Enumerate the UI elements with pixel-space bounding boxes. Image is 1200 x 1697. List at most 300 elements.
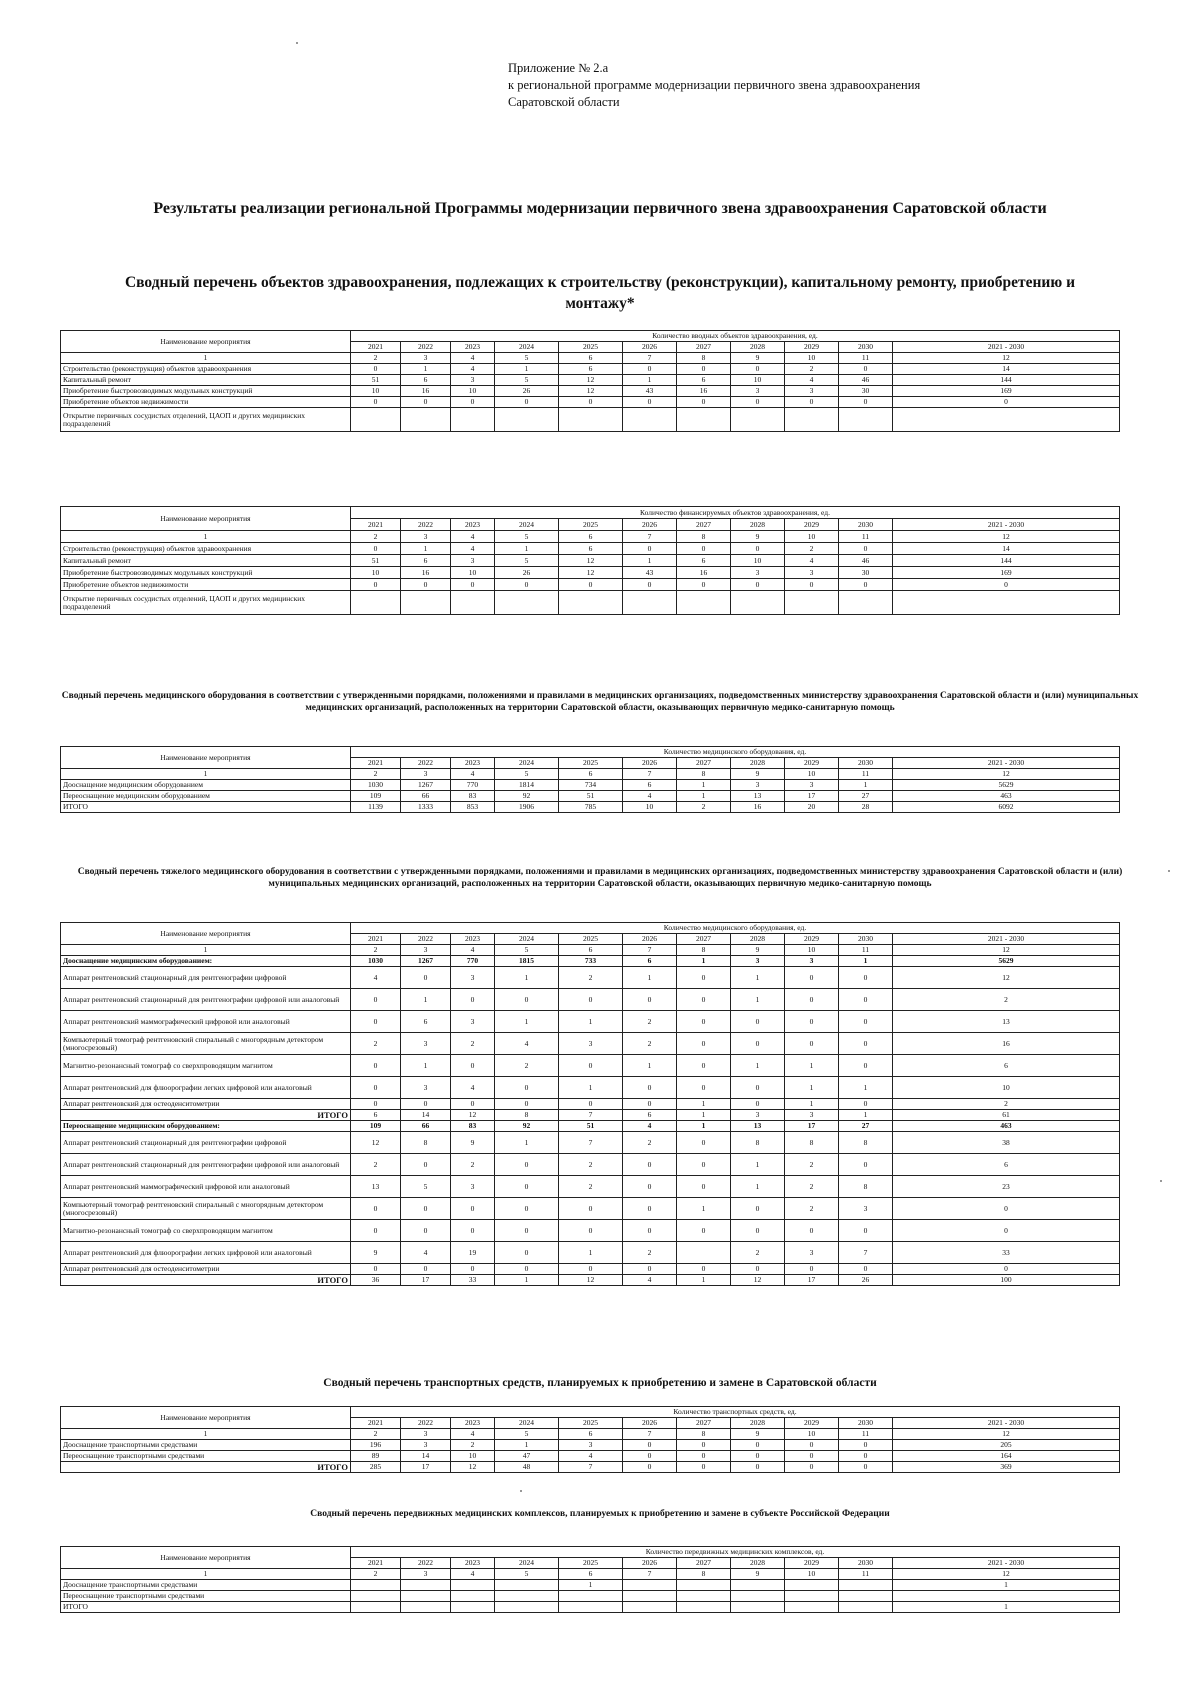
column-number: 12 <box>893 1569 1120 1580</box>
row-label: Аппарат рентгеновский для флюорографии легких цифровой или аналоговый <box>61 1077 351 1099</box>
table-row <box>61 1176 1120 1198</box>
value-cell: 0 <box>839 1264 893 1275</box>
quantity-group-header: Количество транспортных средств, ед. <box>351 1407 1120 1418</box>
value-cell: 43 <box>623 567 677 579</box>
column-number: 8 <box>677 769 731 780</box>
value-cell: 2 <box>785 1176 839 1198</box>
name-column-header: Наименование мероприятия <box>61 923 351 945</box>
value-cell: 8 <box>839 1132 893 1154</box>
year-header: 2029 <box>785 934 839 945</box>
value-cell <box>401 408 451 432</box>
value-cell <box>839 591 893 615</box>
year-header: 2023 <box>451 519 495 531</box>
value-cell: 0 <box>893 397 1120 408</box>
value-cell: 734 <box>559 780 623 791</box>
name-column-header: Наименование мероприятия <box>61 1547 351 1569</box>
value-cell <box>785 1602 839 1613</box>
value-cell: 1 <box>731 1176 785 1198</box>
row-label: Приобретение быстровозводимых модульных конструкций <box>61 567 351 579</box>
year-header: 2021 - 2030 <box>893 934 1120 945</box>
column-number: 2 <box>351 769 401 780</box>
value-cell: 1906 <box>495 802 559 813</box>
value-cell: 0 <box>495 1154 559 1176</box>
value-cell <box>677 1580 731 1591</box>
scan-speck <box>1168 870 1170 872</box>
year-header: 2028 <box>731 758 785 769</box>
value-cell: 1 <box>677 1198 731 1220</box>
value-cell: 2 <box>785 1198 839 1220</box>
section-title-transport: Сводный перечень транспортных средств, планируемых к приобретению и замене в Саратовской области <box>323 1377 877 1389</box>
row-label: Открытие первичных сосудистых отделений, ЦАОП и других медицинских подразделений <box>61 591 351 615</box>
column-number: 4 <box>451 769 495 780</box>
table-row <box>61 802 1120 813</box>
appendix-block <box>508 60 920 111</box>
value-cell: 8 <box>839 1176 893 1198</box>
value-cell: 0 <box>839 967 893 989</box>
column-number: 3 <box>401 769 451 780</box>
value-cell: 0 <box>495 989 559 1011</box>
value-cell: 6 <box>677 555 731 567</box>
value-cell: 0 <box>677 1462 731 1473</box>
column-number: 1 <box>61 1429 351 1440</box>
value-cell: 16 <box>677 386 731 397</box>
value-cell <box>351 591 401 615</box>
value-cell: 1 <box>401 543 451 555</box>
value-cell: 0 <box>785 1264 839 1275</box>
column-number: 12 <box>893 945 1120 956</box>
year-header: 2025 <box>559 758 623 769</box>
value-cell: 0 <box>731 1451 785 1462</box>
appendix-region: Саратовской области <box>508 95 620 109</box>
row-label: Переоснащение медицинским оборудованием: <box>61 1121 351 1132</box>
value-cell: 0 <box>731 1033 785 1055</box>
value-cell: 205 <box>893 1440 1120 1451</box>
year-header: 2025 <box>559 934 623 945</box>
value-cell: 0 <box>731 397 785 408</box>
year-header: 2030 <box>839 934 893 945</box>
value-cell: 0 <box>495 1198 559 1220</box>
value-cell: 109 <box>351 791 401 802</box>
value-cell: 0 <box>677 364 731 375</box>
column-number: 1 <box>61 769 351 780</box>
value-cell: 0 <box>893 1264 1120 1275</box>
value-cell <box>401 591 451 615</box>
value-cell: 6 <box>623 780 677 791</box>
value-cell: 2 <box>731 1242 785 1264</box>
value-cell <box>677 591 731 615</box>
value-cell: 1 <box>495 1440 559 1451</box>
value-cell: 169 <box>893 386 1120 397</box>
value-cell: 0 <box>839 1099 893 1110</box>
value-cell: 6 <box>623 956 677 967</box>
value-cell: 1267 <box>401 780 451 791</box>
value-cell: 0 <box>839 579 893 591</box>
year-header: 2029 <box>785 519 839 531</box>
value-cell: 0 <box>893 579 1120 591</box>
value-cell: 3 <box>785 567 839 579</box>
value-cell: 1 <box>623 1055 677 1077</box>
value-cell: 1815 <box>495 956 559 967</box>
value-cell <box>559 591 623 615</box>
value-cell: 3 <box>731 567 785 579</box>
column-number: 5 <box>495 531 559 543</box>
row-label: ИТОГО <box>61 1275 351 1286</box>
column-number: 10 <box>785 353 839 364</box>
value-cell: 2 <box>677 802 731 813</box>
value-cell: 10 <box>451 386 495 397</box>
table-row <box>61 543 1120 555</box>
column-number: 4 <box>451 1429 495 1440</box>
value-cell: 1 <box>623 555 677 567</box>
table-row <box>61 555 1120 567</box>
value-cell: 0 <box>839 1220 893 1242</box>
value-cell: 0 <box>351 1264 401 1275</box>
value-cell: 0 <box>677 1451 731 1462</box>
value-cell: 13 <box>731 791 785 802</box>
value-cell: 0 <box>731 1440 785 1451</box>
value-cell: 3 <box>839 1198 893 1220</box>
value-cell: 47 <box>495 1451 559 1462</box>
column-number: 1 <box>61 1569 351 1580</box>
column-number: 4 <box>451 353 495 364</box>
value-cell <box>559 1602 623 1613</box>
row-label: ИТОГО <box>61 1462 351 1473</box>
value-cell: 8 <box>401 1132 451 1154</box>
table-facilities-commissioned <box>60 330 1120 432</box>
row-label: Дооснащение медицинским оборудованием <box>61 780 351 791</box>
value-cell: 1 <box>495 1132 559 1154</box>
value-cell: 4 <box>785 555 839 567</box>
value-cell: 1 <box>839 956 893 967</box>
value-cell: 1 <box>623 375 677 386</box>
value-cell: 0 <box>677 543 731 555</box>
name-column-header: Наименование мероприятия <box>61 507 351 531</box>
value-cell: 27 <box>839 791 893 802</box>
column-number: 12 <box>893 769 1120 780</box>
column-number: 11 <box>839 769 893 780</box>
value-cell: 2 <box>893 989 1120 1011</box>
value-cell: 20 <box>785 802 839 813</box>
value-cell: 4 <box>623 1121 677 1132</box>
column-number: 7 <box>623 769 677 780</box>
value-cell: 3 <box>785 956 839 967</box>
year-header: 2026 <box>623 934 677 945</box>
table-row <box>61 1451 1120 1462</box>
value-cell: 0 <box>677 1055 731 1077</box>
value-cell: 17 <box>401 1462 451 1473</box>
value-cell: 1333 <box>401 802 451 813</box>
year-header: 2025 <box>559 1418 623 1429</box>
value-cell <box>451 1580 495 1591</box>
value-cell: 0 <box>839 364 893 375</box>
value-cell: 0 <box>731 543 785 555</box>
value-cell: 51 <box>351 375 401 386</box>
value-cell <box>451 1591 495 1602</box>
value-cell: 3 <box>451 1011 495 1033</box>
value-cell: 0 <box>623 1462 677 1473</box>
value-cell: 0 <box>839 1154 893 1176</box>
value-cell <box>451 1602 495 1613</box>
value-cell: 13 <box>351 1176 401 1198</box>
value-cell: 0 <box>677 989 731 1011</box>
value-cell: 1 <box>495 364 559 375</box>
value-cell: 2 <box>623 1033 677 1055</box>
value-cell <box>785 1580 839 1591</box>
year-header: 2027 <box>677 1418 731 1429</box>
value-cell: 0 <box>351 579 401 591</box>
scan-speck <box>296 42 298 44</box>
section-title-heavy-equipment: Сводный перечень тяжелого медицинского оборудования в соответствии с утвержденными порядками, положениями и правилами в медицинских организациях, подведомственных министерству здравоохранения Саратовской области и (или) муниципальных медицинских организаций, расположенных на территории Саратовской области, оказывающих первичную медико-санитарную помощь <box>77 867 1123 889</box>
value-cell: 92 <box>495 1121 559 1132</box>
value-cell: 0 <box>559 989 623 1011</box>
value-cell: 38 <box>893 1132 1120 1154</box>
value-cell: 16 <box>401 386 451 397</box>
column-number: 3 <box>401 1569 451 1580</box>
value-cell: 17 <box>785 1275 839 1286</box>
value-cell: 92 <box>495 791 559 802</box>
name-column-header: Наименование мероприятия <box>61 747 351 769</box>
column-number: 11 <box>839 531 893 543</box>
value-cell: 14 <box>893 543 1120 555</box>
value-cell: 0 <box>731 1220 785 1242</box>
value-cell: 100 <box>893 1275 1120 1286</box>
row-label: ИТОГО <box>61 802 351 813</box>
value-cell: 0 <box>559 1198 623 1220</box>
value-cell: 0 <box>623 1154 677 1176</box>
year-header: 2030 <box>839 758 893 769</box>
value-cell <box>401 1591 451 1602</box>
table-heavy-equipment <box>60 922 1120 1286</box>
value-cell: 3 <box>559 1033 623 1055</box>
value-cell: 3 <box>401 1077 451 1099</box>
value-cell: 0 <box>351 1055 401 1077</box>
value-cell <box>451 591 495 615</box>
table-row <box>61 1154 1120 1176</box>
row-label: ИТОГО <box>61 1602 351 1613</box>
value-cell: 7 <box>839 1242 893 1264</box>
value-cell: 0 <box>677 579 731 591</box>
value-cell: 12 <box>559 567 623 579</box>
value-cell: 0 <box>623 1220 677 1242</box>
year-header: 2024 <box>495 1418 559 1429</box>
value-cell: 1 <box>731 989 785 1011</box>
year-header: 2027 <box>677 1558 731 1569</box>
value-cell: 4 <box>623 1275 677 1286</box>
value-cell: 2 <box>451 1033 495 1055</box>
year-header: 2024 <box>495 1558 559 1569</box>
value-cell: 770 <box>451 956 495 967</box>
value-cell: 0 <box>401 967 451 989</box>
year-header: 2025 <box>559 1558 623 1569</box>
value-cell: 4 <box>451 1077 495 1099</box>
column-number: 1 <box>61 945 351 956</box>
value-cell: 0 <box>785 1440 839 1451</box>
value-cell: 4 <box>351 967 401 989</box>
value-cell: 0 <box>451 579 495 591</box>
value-cell: 0 <box>495 579 559 591</box>
year-header: 2027 <box>677 934 731 945</box>
value-cell: 6 <box>623 1110 677 1121</box>
quantity-group-header: Количество медицинского оборудования, ед. <box>351 747 1120 758</box>
row-label: Компьютерный томограф рентгеновский спиральный с многорядным детектором (многосрезовый) <box>61 1198 351 1220</box>
value-cell: 0 <box>401 397 451 408</box>
value-cell: 12 <box>351 1132 401 1154</box>
year-header: 2027 <box>677 342 731 353</box>
value-cell: 4 <box>785 375 839 386</box>
value-cell: 6 <box>559 364 623 375</box>
value-cell: 2 <box>451 1440 495 1451</box>
column-number: 2 <box>351 531 401 543</box>
value-cell: 12 <box>731 1275 785 1286</box>
value-cell <box>677 1602 731 1613</box>
column-number: 10 <box>785 769 839 780</box>
year-header: 2023 <box>451 758 495 769</box>
table-row <box>61 791 1120 802</box>
name-column-header: Наименование мероприятия <box>61 1407 351 1429</box>
value-cell: 0 <box>495 1176 559 1198</box>
value-cell: 4 <box>451 543 495 555</box>
column-number: 11 <box>839 353 893 364</box>
value-cell: 14 <box>401 1451 451 1462</box>
value-cell <box>451 408 495 432</box>
value-cell: 0 <box>623 1451 677 1462</box>
value-cell: 463 <box>893 1121 1120 1132</box>
value-cell: 0 <box>351 1198 401 1220</box>
table-row <box>61 408 1120 432</box>
value-cell: 2 <box>559 1176 623 1198</box>
value-cell: 66 <box>401 1121 451 1132</box>
value-cell: 1 <box>559 1242 623 1264</box>
year-header: 2026 <box>623 1558 677 1569</box>
row-label: Строительство (реконструкция) объектов здравоохранения <box>61 364 351 375</box>
value-cell <box>893 1591 1120 1602</box>
value-cell: 785 <box>559 802 623 813</box>
value-cell: 4 <box>559 1451 623 1462</box>
value-cell: 0 <box>623 1440 677 1451</box>
value-cell <box>495 591 559 615</box>
column-number: 10 <box>785 531 839 543</box>
value-cell: 0 <box>451 1220 495 1242</box>
value-cell: 1 <box>677 791 731 802</box>
table-row <box>61 1462 1120 1473</box>
year-header: 2028 <box>731 1418 785 1429</box>
value-cell <box>401 1602 451 1613</box>
value-cell: 0 <box>401 1220 451 1242</box>
value-cell: 1 <box>559 1011 623 1033</box>
section-title-facilities: Сводный перечень объектов здравоохранения, подлежащих к строительству (реконструкции), капитальному ремонту, приобретению и монтажу* <box>124 274 1076 312</box>
value-cell: 8 <box>785 1132 839 1154</box>
column-number: 5 <box>495 353 559 364</box>
column-number: 7 <box>623 353 677 364</box>
value-cell: 0 <box>623 1077 677 1099</box>
value-cell: 1 <box>785 1055 839 1077</box>
value-cell: 8 <box>495 1110 559 1121</box>
value-cell <box>623 1602 677 1613</box>
table-row <box>61 1591 1120 1602</box>
value-cell <box>559 408 623 432</box>
value-cell <box>785 1591 839 1602</box>
value-cell: 1030 <box>351 956 401 967</box>
value-cell: 0 <box>559 1220 623 1242</box>
value-cell <box>731 591 785 615</box>
value-cell: 1 <box>401 364 451 375</box>
row-label: Дооснащение транспортными средствами <box>61 1440 351 1451</box>
quantity-group-header: Количество финансируемых объектов здравоохранения, ед. <box>351 507 1120 519</box>
year-header: 2021 - 2030 <box>893 1558 1120 1569</box>
value-cell: 12 <box>559 386 623 397</box>
value-cell: 1 <box>731 967 785 989</box>
column-number: 9 <box>731 1429 785 1440</box>
value-cell: 0 <box>351 397 401 408</box>
year-header: 2030 <box>839 1558 893 1569</box>
value-cell: 0 <box>731 364 785 375</box>
value-cell: 0 <box>451 989 495 1011</box>
table-row <box>61 567 1120 579</box>
value-cell: 1 <box>677 956 731 967</box>
value-cell: 0 <box>559 1055 623 1077</box>
year-header: 2022 <box>401 519 451 531</box>
column-number: 9 <box>731 769 785 780</box>
value-cell: 0 <box>401 579 451 591</box>
year-header: 2021 - 2030 <box>893 758 1120 769</box>
value-cell <box>351 1580 401 1591</box>
value-cell: 1030 <box>351 780 401 791</box>
value-cell <box>623 591 677 615</box>
value-cell: 1 <box>731 1055 785 1077</box>
value-cell: 10 <box>351 567 401 579</box>
year-header: 2030 <box>839 1418 893 1429</box>
value-cell <box>559 1591 623 1602</box>
table-row <box>61 364 1120 375</box>
value-cell <box>785 408 839 432</box>
column-number: 7 <box>623 945 677 956</box>
value-cell: 7 <box>559 1462 623 1473</box>
value-cell <box>893 591 1120 615</box>
value-cell: 1 <box>495 1275 559 1286</box>
row-label: Магнитно-резонансный томограф со сверхпроводящим магнитом <box>61 1220 351 1242</box>
value-cell: 9 <box>351 1242 401 1264</box>
value-cell: 36 <box>351 1275 401 1286</box>
value-cell: 0 <box>559 579 623 591</box>
value-cell: 0 <box>351 1220 401 1242</box>
value-cell: 0 <box>893 1198 1120 1220</box>
value-cell: 0 <box>731 1462 785 1473</box>
value-cell: 1 <box>839 1077 893 1099</box>
value-cell: 0 <box>451 1055 495 1077</box>
column-number: 6 <box>559 769 623 780</box>
value-cell: 14 <box>401 1110 451 1121</box>
value-cell: 0 <box>351 1099 401 1110</box>
value-cell: 1 <box>785 1099 839 1110</box>
value-cell: 9 <box>451 1132 495 1154</box>
value-cell: 28 <box>839 802 893 813</box>
value-cell: 369 <box>893 1462 1120 1473</box>
appendix-program: к региональной программе модернизации первичного звена здравоохранения <box>508 78 921 92</box>
value-cell <box>351 408 401 432</box>
value-cell: 17 <box>785 1121 839 1132</box>
value-cell: 0 <box>785 1011 839 1033</box>
value-cell: 0 <box>839 543 893 555</box>
row-label: Приобретение быстровозводимых модульных конструкций <box>61 386 351 397</box>
column-number: 9 <box>731 945 785 956</box>
column-number: 8 <box>677 945 731 956</box>
column-number: 5 <box>495 1429 559 1440</box>
value-cell: 0 <box>351 364 401 375</box>
year-header: 2024 <box>495 519 559 531</box>
column-number: 9 <box>731 1569 785 1580</box>
value-cell: 0 <box>839 1011 893 1033</box>
value-cell: 0 <box>731 579 785 591</box>
